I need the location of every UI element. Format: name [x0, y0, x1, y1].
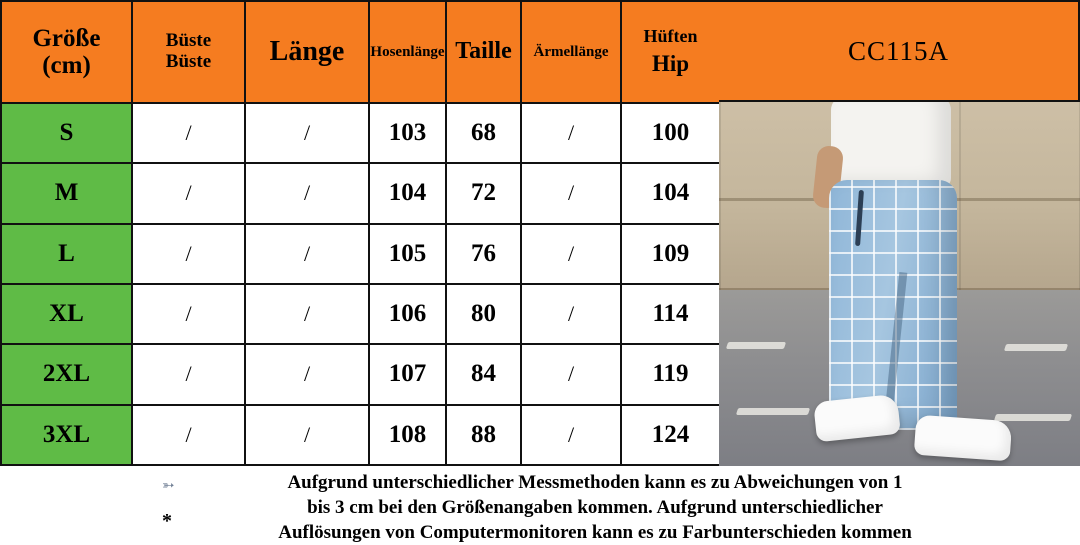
cell-waist: 68 — [446, 103, 521, 163]
cell-hips: 100 — [621, 103, 720, 163]
table-row — [1, 103, 720, 163]
cell-bust: / — [132, 224, 245, 284]
product-code-bar — [719, 0, 1080, 102]
cell-waist: 72 — [446, 163, 521, 223]
cell-pant-length: 108 — [369, 405, 446, 465]
header-row — [1, 1, 720, 103]
cell-bust: / — [132, 103, 245, 163]
disclaimer-note — [0, 466, 1080, 542]
table-row — [1, 405, 720, 465]
cell-hips: 104 — [621, 163, 720, 223]
cell-size: M — [1, 163, 132, 223]
cell-hips: 124 — [621, 405, 720, 465]
cell-pant-length: 106 — [369, 284, 446, 344]
cell-hips: 109 — [621, 224, 720, 284]
header-sleeve-length: Ärmellänge — [521, 1, 621, 103]
header-bust-line1: Büste — [165, 30, 212, 52]
cell-length: / — [245, 163, 369, 223]
header-hips-en: Hip — [651, 51, 690, 77]
model-shoe-left — [813, 394, 901, 443]
cell-length: / — [245, 224, 369, 284]
table-row — [1, 224, 720, 284]
table-row — [1, 284, 720, 344]
cell-sleeve: / — [521, 284, 621, 344]
header-size-line2: (cm) — [42, 52, 91, 79]
cell-bust: / — [132, 284, 245, 344]
table-row — [1, 163, 720, 223]
cell-sleeve: / — [521, 224, 621, 284]
cell-sleeve: / — [521, 163, 621, 223]
header-bust-line2: Büste — [165, 51, 212, 72]
header-bust — [132, 1, 245, 103]
cell-pant-length: 103 — [369, 103, 446, 163]
table-row — [1, 344, 720, 404]
cell-bust: / — [132, 163, 245, 223]
cell-bust: / — [132, 405, 245, 465]
cell-bust: / — [132, 344, 245, 404]
model-shoe-right — [914, 415, 1013, 462]
disclaimer-line-2: bis 3 cm bei den Größenangaben kommen. Aufgrund unterschiedlicher — [307, 497, 883, 519]
model-shirt — [831, 102, 951, 188]
disclaimer-line-1: Aufgrund unterschiedlicher Messmethoden kann es zu Abweichungen von 1 — [287, 472, 903, 493]
cell-size: L — [1, 224, 132, 284]
cell-sleeve: / — [521, 103, 621, 163]
header-waist: Taille — [446, 1, 521, 103]
note-star-icon: * — [162, 510, 172, 532]
cell-pant-length: 104 — [369, 163, 446, 223]
cell-pant-length: 105 — [369, 224, 446, 284]
cell-length: / — [245, 103, 369, 163]
cell-sleeve: / — [521, 405, 621, 465]
cell-sleeve: / — [521, 344, 621, 404]
header-hips — [621, 1, 720, 103]
disclaimer-line-3: Auflösungen von Computermonitoren kann es zu Farbunterschieden kommen — [278, 522, 912, 544]
cell-length: / — [245, 344, 369, 404]
header-pant-length: Hosenlänge — [369, 1, 446, 103]
model-figure — [719, 102, 1080, 466]
table-header — [1, 1, 720, 103]
cell-size: 3XL — [1, 405, 132, 465]
product-image-panel — [719, 0, 1080, 466]
header-size-line1: Größe — [32, 25, 101, 52]
product-code: CC115A — [847, 35, 949, 66]
cell-size: XL — [1, 284, 132, 344]
cell-hips: 114 — [621, 284, 720, 344]
header-length: Länge — [245, 1, 369, 103]
cell-pant-length: 107 — [369, 344, 446, 404]
cell-waist: 80 — [446, 284, 521, 344]
cell-size: S — [1, 103, 132, 163]
table-body — [1, 103, 720, 465]
cell-length: / — [245, 405, 369, 465]
cell-length: / — [245, 284, 369, 344]
note-marker-icon: ➳ — [162, 478, 175, 494]
product-photo — [719, 102, 1080, 466]
cell-waist: 84 — [446, 344, 521, 404]
cell-waist: 88 — [446, 405, 521, 465]
cell-size: 2XL — [1, 344, 132, 404]
cell-hips: 119 — [621, 344, 720, 404]
header-size — [1, 1, 132, 103]
header-hips-de: Hüften — [643, 25, 698, 46]
cell-waist: 76 — [446, 224, 521, 284]
